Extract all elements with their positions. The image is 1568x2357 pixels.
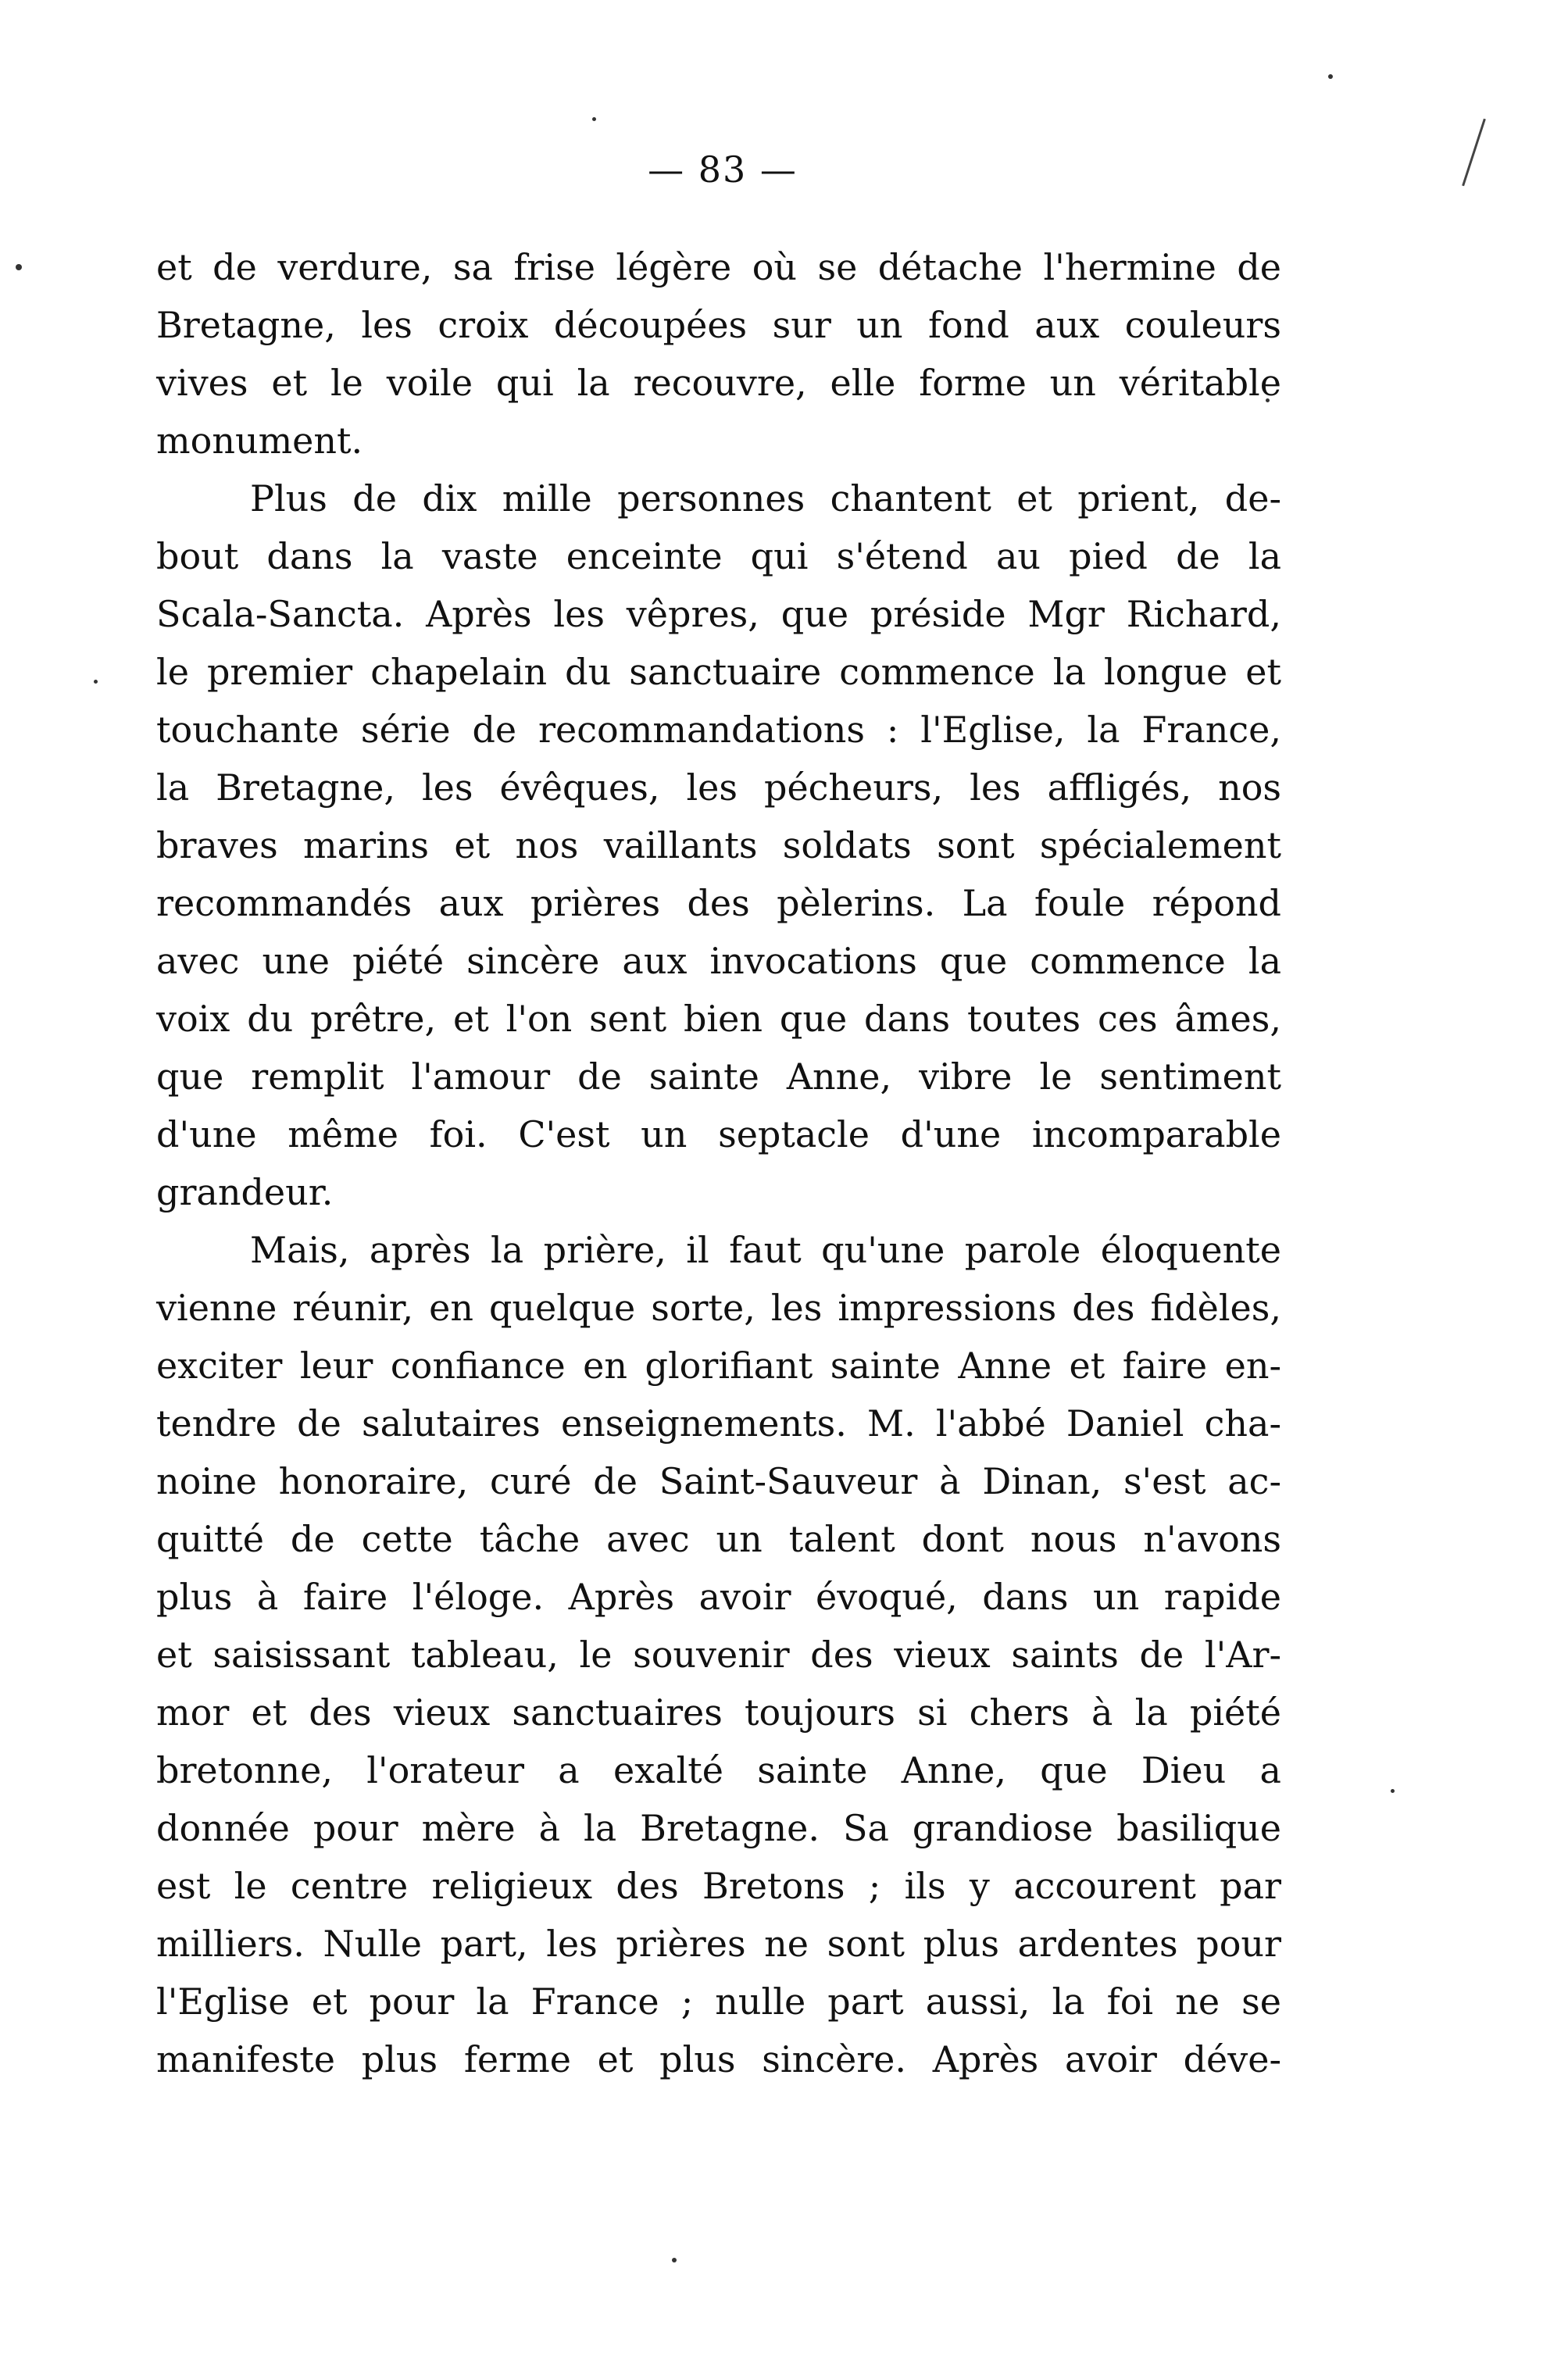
text-line: le premier chapelain du sanctuaire commence la longue et [156,651,1281,693]
text-line: que remplit l'amour de sainte Anne, vibre le sentiment [156,1055,1281,1098]
scan-speck [16,264,22,270]
text-line: tendre de salutaires enseignements. M. l'abbé Daniel cha- [156,1402,1281,1445]
page-number: — 83 — [648,148,798,191]
text-line: noine honoraire, curé de Saint-Sauveur à Dinan, s'est ac- [156,1460,1281,1502]
text-line: d'une même foi. C'est un septacle d'une incomparable [156,1113,1281,1155]
text-line: vives et le voile qui la recouvre, elle forme un véritable [156,362,1281,404]
scan-speck [672,2258,677,2262]
text-line: touchante série de recommandations : l'Eglise, la France, [156,709,1281,751]
text-line: braves marins et nos vaillants soldats sont spécialement [156,824,1281,866]
paragraph [156,1221,1281,2088]
text-line: bretonne, l'orateur a exalté sainte Anne, que Dieu a [156,1749,1281,1791]
body-text [156,238,1281,2088]
text-line: plus à faire l'éloge. Après avoir évoqué, dans un rapide [156,1576,1281,1618]
scan-speck [1328,74,1333,79]
text-line: Plus de dix mille personnes chantent et prient, de- [250,477,1281,520]
text-line: avec une piété sincère aux invocations que commence la [156,940,1281,982]
text-line: recommandés aux prières des pèlerins. La foule répond [156,882,1281,924]
text-line: la Bretagne, les évêques, les pécheurs, les affligés, nos [156,766,1281,809]
text-line: est le centre religieux des Bretons ; ils y accourent par [156,1865,1281,1907]
text-line: quitté de cette tâche avec un talent dont nous n'avons [156,1518,1281,1560]
text-line: et saisissant tableau, le souvenir des vieux saints de l'Ar- [156,1634,1281,1676]
text-line: mor et des vieux sanctuaires toujours si chers à la piété [156,1691,1281,1734]
text-line: exciter leur confiance en glorifiant sainte Anne et faire en- [156,1345,1281,1387]
text-line: voix du prêtre, et l'on sent bien que dans toutes ces âmes, [156,998,1281,1040]
text-line: Bretagne, les croix découpées sur un fond aux couleurs [156,304,1281,346]
text-line: bout dans la vaste enceinte qui s'étend au pied de la [156,535,1281,577]
text-line: l'Eglise et pour la France ; nulle part aussi, la foi ne se [156,1980,1281,2023]
text-line: donnée pour mère à la Bretagne. Sa grandiose basilique [156,1807,1281,1849]
paragraph [156,238,1281,470]
text-line: Scala-Sancta. Après les vêpres, que préside Mgr Richard, [156,593,1281,635]
scan-speck [592,117,596,121]
paragraph [156,470,1281,1221]
text-line: vienne réunir, en quelque sorte, les impressions des fidèles, [156,1287,1281,1329]
text-line: manifeste plus ferme et plus sincère. Après avoir déve- [156,2038,1281,2080]
scan-speck [1391,1789,1395,1793]
text-line: grandeur. [156,1171,334,1213]
scan-speck [94,680,98,684]
text-line: monument. [156,420,363,462]
text-line: Mais, après la prière, il faut qu'une parole éloquente [250,1229,1281,1271]
scan-mark [1462,119,1486,187]
text-line: milliers. Nulle part, les prières ne sont plus ardentes pour [156,1923,1281,1965]
text-line: et de verdure, sa frise légère où se détache l'hermine de [156,246,1281,288]
